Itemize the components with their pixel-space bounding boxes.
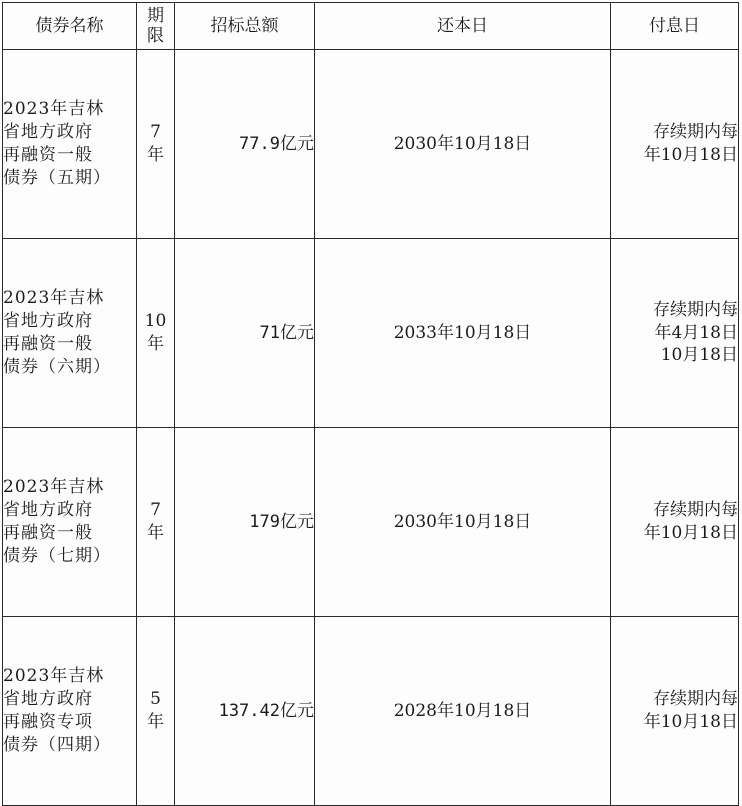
amount-cell: 137.42亿元 (175, 617, 315, 806)
maturity-cell: 2030年10月18日 (315, 428, 611, 617)
bond-name-line: 债券（四期） (3, 734, 111, 755)
bond-name-line: 债券（七期） (3, 545, 111, 566)
bond-name-line: 2023年吉林 (3, 288, 105, 309)
interest-line: 年10月18日 (643, 712, 738, 732)
amount-cell: 77.9亿元 (175, 50, 315, 239)
interest-cell (611, 617, 739, 806)
table-row (3, 50, 739, 239)
table-row (3, 617, 739, 806)
table-row (3, 428, 739, 617)
bond-name-line: 再融资一般 (3, 523, 93, 543)
interest-line: 年10月18日 (643, 523, 738, 543)
term-unit: 年 (147, 145, 164, 165)
interest-line: 年4月18日 (654, 322, 738, 343)
maturity-cell: 2033年10月18日 (315, 239, 611, 428)
interest-cell (611, 239, 739, 428)
header-interest: 付息日 (611, 3, 739, 50)
bond-table (2, 2, 739, 806)
table-row (3, 239, 739, 428)
interest-cell (611, 428, 739, 617)
interest-cell (611, 50, 739, 239)
bond-name-line: 省地方政府 (3, 689, 93, 710)
header-term (137, 3, 175, 50)
header-term-line1: 期 (147, 5, 164, 26)
term-value: 7 (150, 500, 161, 521)
term-value: 10 (144, 311, 167, 332)
header-maturity: 还本日 (315, 3, 611, 50)
bond-name-line: 省地方政府 (3, 311, 93, 332)
term-unit: 年 (147, 334, 164, 354)
bond-name-line: 2023年吉林 (3, 99, 105, 120)
term-value: 5 (150, 689, 161, 710)
header-term-line2: 限 (147, 26, 164, 46)
interest-line: 存续期内每 (653, 689, 738, 710)
bond-name-cell (3, 617, 137, 806)
interest-line: 年10月18日 (643, 145, 738, 165)
bond-name-line: 再融资一般 (3, 334, 93, 354)
amount-cell: 179亿元 (175, 428, 315, 617)
bond-name-line: 债券（五期） (3, 167, 111, 188)
bond-name-line: 债券（六期） (3, 356, 111, 377)
term-cell (137, 50, 175, 239)
table-header-row (3, 3, 739, 50)
term-value: 7 (150, 122, 161, 143)
term-cell (137, 617, 175, 806)
bond-name-line: 省地方政府 (3, 122, 93, 143)
maturity-cell: 2028年10月18日 (315, 617, 611, 806)
bond-name-cell (3, 50, 137, 239)
interest-line: 10月18日 (660, 345, 738, 366)
term-cell (137, 239, 175, 428)
term-cell (137, 428, 175, 617)
term-unit: 年 (147, 712, 164, 732)
bond-name-line: 省地方政府 (3, 500, 93, 521)
bond-name-line: 2023年吉林 (3, 477, 105, 498)
interest-line: 存续期内每 (653, 122, 738, 143)
interest-line: 存续期内每 (653, 500, 738, 521)
header-bond-name: 债券名称 (3, 3, 137, 50)
amount-cell: 71亿元 (175, 239, 315, 428)
interest-line: 存续期内每 (653, 299, 738, 320)
header-amount: 招标总额 (175, 3, 315, 50)
bond-name-line: 2023年吉林 (3, 666, 105, 687)
bond-name-cell (3, 239, 137, 428)
bond-name-line: 再融资一般 (3, 145, 93, 165)
bond-name-cell (3, 428, 137, 617)
maturity-cell: 2030年10月18日 (315, 50, 611, 239)
term-unit: 年 (147, 523, 164, 543)
bond-name-line: 再融资专项 (3, 712, 93, 732)
